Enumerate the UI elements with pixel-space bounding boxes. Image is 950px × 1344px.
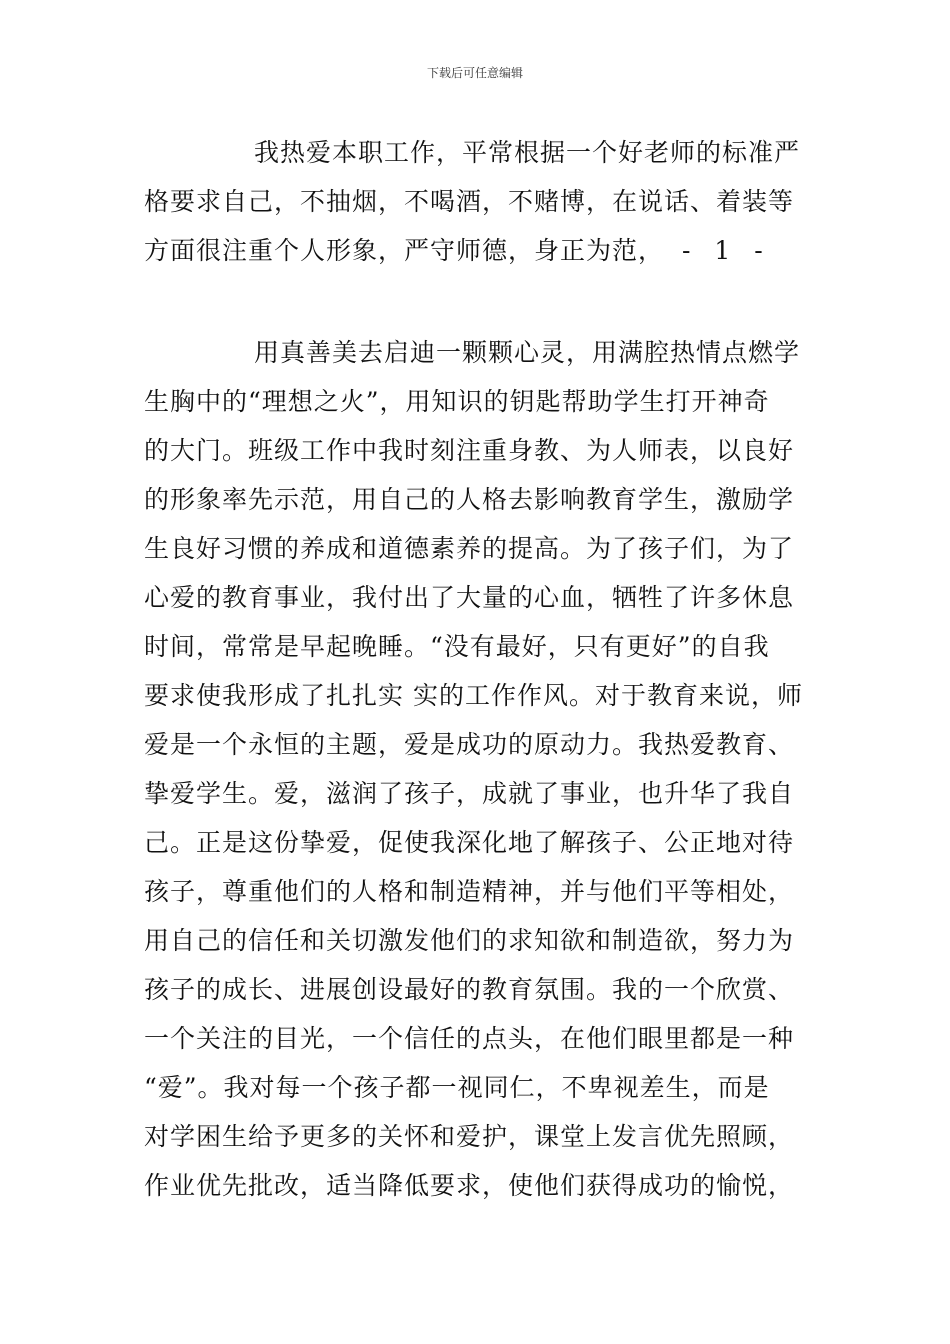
text-line: 时间，常常是早起晚睡。“没有最好，只有更好”的自我 [144,632,770,661]
text-line: 要求使我形成了扎扎实 实的工作作风。对于教育来说，师 [144,681,803,710]
paragraph-1 [144,128,814,275]
page-header: 下载后可任意编辑 [426,66,523,80]
text-line: 孩子的成长、进展创设最好的教育氛围。我的一个欣赏、 [144,975,795,1004]
text-line: 孩子，尊重他们的人格和制造精神，并与他们平等相处， [144,877,795,906]
text-line: 的大门。班级工作中我时刻注重身教、为人师表，以良好 [144,436,795,465]
text-line: 作业优先批改，适当降低要求，使他们获得成功的愉悦， [144,1171,795,1200]
text-line: 的形象率先示范，用自己的人格去影响教育学生，激励学 [144,485,795,514]
text-line [144,226,814,275]
text-line: 对学困生给予更多的关怀和爱护，课堂上发言优先照顾， [144,1122,795,1151]
text-line-content: 方面很注重个人形象，严守师德，身正为范， [144,236,665,265]
text-line: 心爱的教育事业，我付出了大量的心血，牺牲了许多休息 [144,583,795,612]
text-line: 用自己的信任和关切激发他们的求知欲和制造欲，努力为 [144,926,795,955]
text-line: 用真善美去启迪一颗颗心灵，用满腔热情点燃学 [254,338,801,367]
text-line: “爱”。我对每一个孩子都一视同仁，不卑视差生，而是 [144,1073,770,1102]
text-line: 格要求自己，不抽烟，不喝酒，不赌博，在说话、着装等 [144,187,795,216]
text-line: 一个关注的目光，一个信任的点头，在他们眼里都是一种 [144,1024,795,1053]
text-line: 生良好习惯的养成和道德素养的提高。为了孩子们，为了 [144,534,795,563]
text-line: 生胸中的“理想之火”，用知识的钥匙帮助学生打开神奇 [144,387,770,416]
text-line: 己。正是这份挚爱，促使我深化地了解孩子、公正地对待 [144,828,795,857]
paragraph-2 [144,328,814,1210]
text-line: 爱是一个永恒的主题，爱是成功的原动力。我热爱教育、 [144,730,795,759]
text-line: 我热爱本职工作，平常根据一个好老师的标准严 [254,138,801,167]
text-line: 挚爱学生。爱，滋润了孩子，成就了事业，也升华了我自 [144,779,795,808]
page-number: - 1 - [682,236,771,265]
